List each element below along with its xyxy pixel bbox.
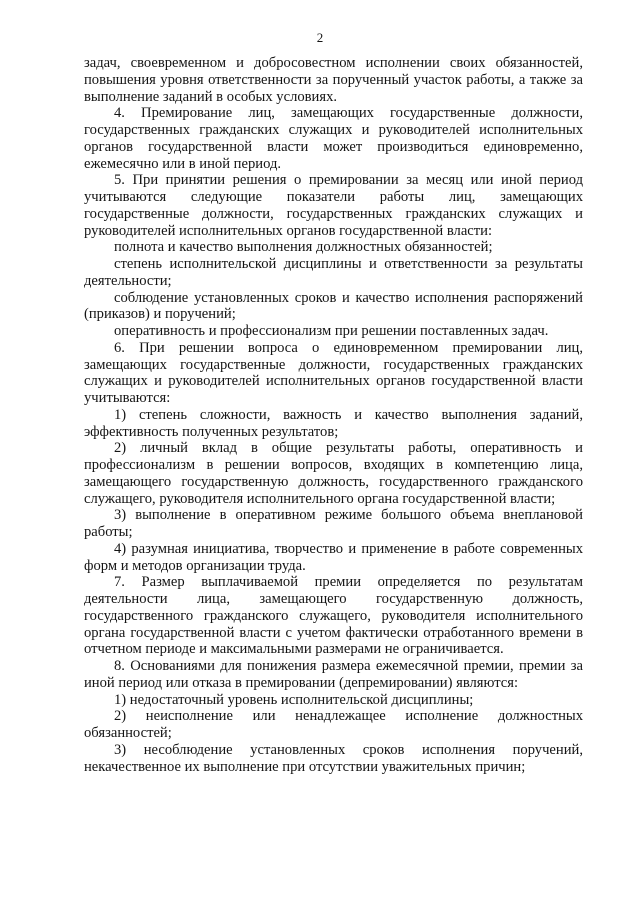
- paragraph-clause-6-item-1: 1) степень сложности, важность и качество выполнения заданий, эффективность полученных результатов;: [84, 406, 583, 440]
- paragraph-clause-6: 6. При решении вопроса о единовременном премировании лиц, замещающих государственные должности, государственных гражданских служащих и руководителей исполнительных органов государственной власти учитываются:: [84, 339, 583, 406]
- paragraph-continuation: задач, своевременном и добросовестном исполнении своих обязанностей, повышения уровня ответственности за порученный участок работы, а также за выполнение заданий в особых условиях.: [84, 55, 583, 105]
- paragraph-clause-5-item-2: степень исполнительской дисциплины и ответственности за результаты деятельности;: [84, 256, 583, 289]
- paragraph-clause-7: 7. Размер выплачиваемой премии определяется по результатам деятельности лица, замещающего государственную должность, государственного гражданского служащего, руководителя исполнительного органа государственной власти с учетом фактически отработанного времени в отчетном периоде и максимальными размерами не ограничивается.: [84, 574, 583, 658]
- paragraph-clause-5-item-1: полнота и качество выполнения должностных обязанностей;: [114, 239, 493, 256]
- paragraph-clause-8-item-2: 2) неисполнение или ненадлежащее исполнение должностных обязанностей;: [84, 708, 583, 741]
- paragraph-clause-6-item-4: 4) разумная инициатива, творчество и применение в работе современных форм и методов организации труда.: [84, 540, 583, 574]
- paragraph-clause-8: 8. Основаниями для понижения размера ежемесячной премии, премии за иной период или отказа в премировании (депремировании) являются:: [84, 658, 583, 691]
- paragraph-clause-5-item-4: оперативность и профессионализм при решении поставленных задач.: [114, 323, 549, 339]
- paragraph-clause-5: 5. При принятии решения о премировании за месяц или иной период учитываются следующие показатели работы лиц, замещающих государственные должности, государственных гражданских служащих и руководителей исполнительных органов государственной власти:: [84, 172, 583, 239]
- paragraph-clause-8-item-1: 1) недостаточный уровень исполнительской дисциплины;: [114, 691, 474, 708]
- paragraph-clause-4: 4. Премирование лиц, замещающих государственные должности, государственных гражданских служащих и руководителей исполнительных органов государственной власти может производиться единовременно, ежемесячно или в иной период.: [84, 105, 583, 172]
- page-number: 2: [316, 30, 324, 45]
- paragraph-clause-6-item-3: 3) выполнение в оперативном режиме большого объема внеплановой работы;: [84, 507, 583, 540]
- paragraph-clause-6-item-2: 2) личный вклад в общие результаты работы, оперативность и профессионализм в решении вопросов, входящих в компетенцию лица, замещающего государственную должность, государственного гражданского служащего, руководителя исполнительного органа государственной власти;: [84, 440, 583, 507]
- paragraph-clause-8-item-3: 3) несоблюдение установленных сроков исполнения поручений, некачественное их выполнение при отсутствии уважительных причин;: [84, 741, 583, 775]
- document-body: [84, 55, 583, 775]
- paragraph-clause-5-item-3: соблюдение установленных сроков и качество исполнения распоряжений (приказов) и поручений;: [84, 289, 583, 323]
